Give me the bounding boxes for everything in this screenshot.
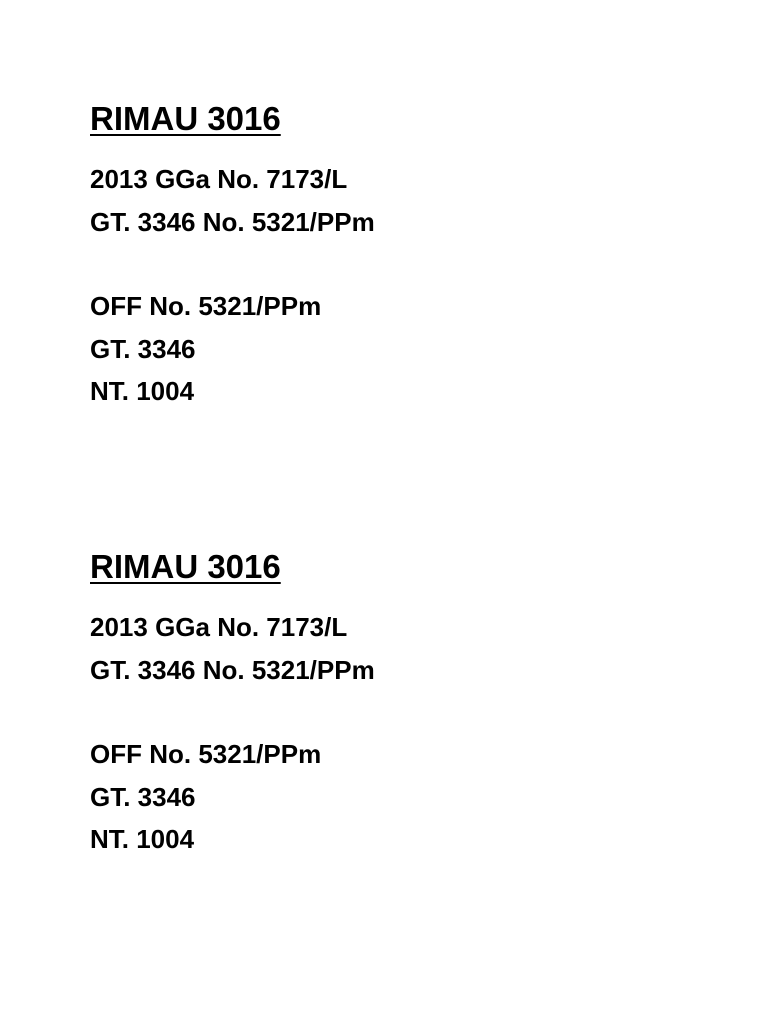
net-tonnage-line: NT. 1004 — [90, 376, 195, 406]
tonnage-number-line: GT. 3346 No. 5321/PPm — [90, 206, 375, 237]
gross-tonnage-line: GT. 3346 — [90, 333, 196, 364]
label-block-2 — [90, 546, 375, 861]
registration-line: 2013 GGa No. 7173/L — [90, 612, 348, 642]
gross-tonnage-line: GT. 3346 — [90, 781, 196, 812]
official-number-line: OFF No. 5321/PPm — [90, 291, 322, 321]
registration-line: 2013 GGa No. 7173/L — [90, 164, 348, 194]
vessel-title: RIMAU 3016 — [90, 100, 281, 137]
official-number-line: OFF No. 5321/PPm — [90, 739, 322, 769]
tonnage-number-line: GT. 3346 No. 5321/PPm — [90, 654, 375, 685]
net-tonnage-line: NT. 1004 — [90, 824, 195, 854]
vessel-title: RIMAU 3016 — [90, 548, 281, 585]
label-block-1 — [90, 98, 375, 413]
